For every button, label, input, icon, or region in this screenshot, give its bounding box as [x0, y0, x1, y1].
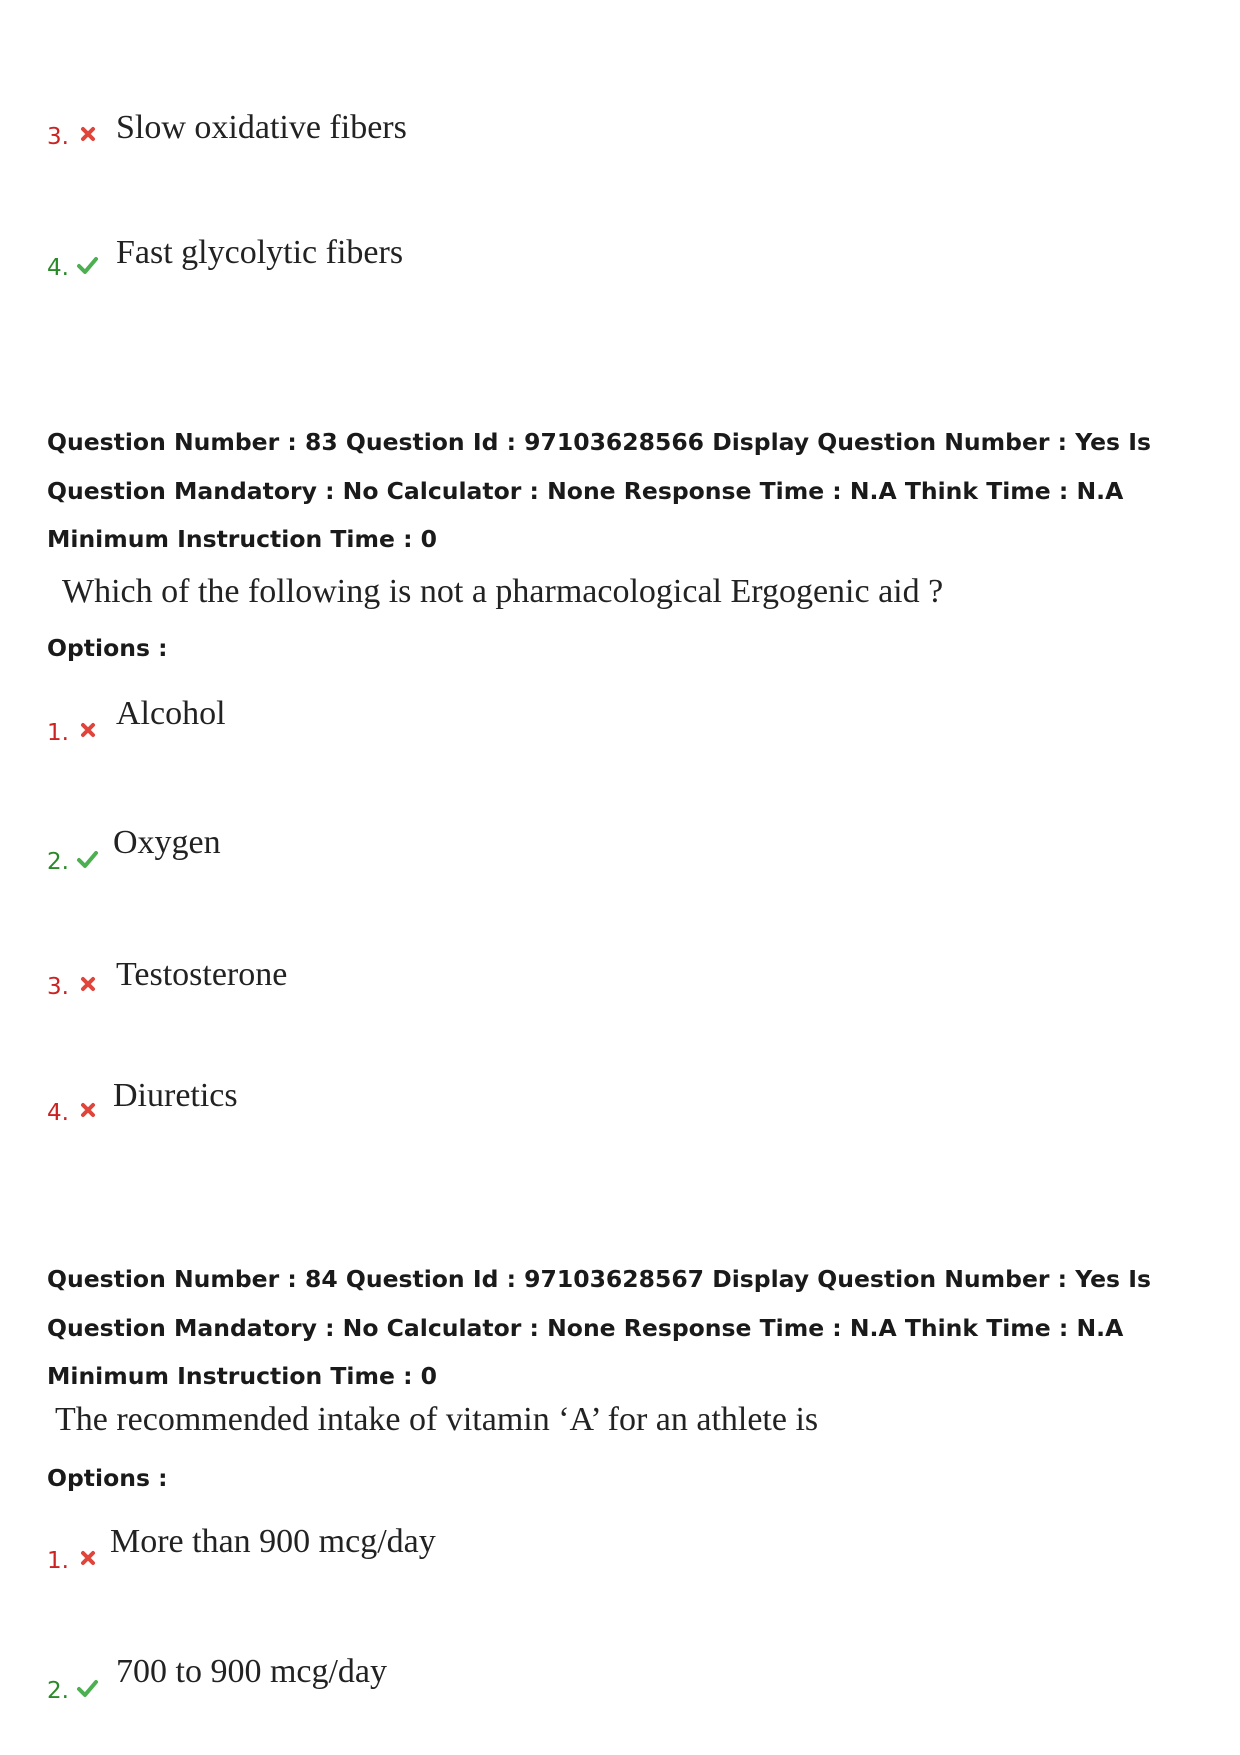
- question-text: Which of the following is not a pharmacological Ergogenic aid ?: [62, 573, 944, 610]
- question-meta: Question Number : 84 Question Id : 97103628567 Display Question Number : Yes Is Question Mandatory : No Calculator : None Response Time : N.A Think Time : N.A Minimum Instruction Time : 0: [47, 1265, 1151, 1390]
- cross-icon: [78, 1548, 98, 1568]
- option-number: 3.: [47, 124, 69, 150]
- check-icon: [75, 849, 99, 869]
- option-row: [0, 823, 1240, 883]
- cross-icon: [78, 720, 98, 740]
- option-number: 3.: [47, 974, 69, 1000]
- check-icon: [75, 255, 99, 275]
- option-text: Diuretics: [113, 1077, 238, 1114]
- option-number: 1.: [47, 1548, 69, 1574]
- option-row: [0, 1652, 1240, 1712]
- cross-icon: [78, 974, 98, 994]
- option-text: Alcohol: [116, 695, 226, 732]
- option-row: [0, 1076, 1240, 1136]
- options-label: Options :: [47, 634, 168, 662]
- option-text: Fast glycolytic fibers: [116, 234, 404, 271]
- option-row: [0, 233, 1240, 293]
- option-number: 4.: [47, 1100, 69, 1126]
- option-number: 1.: [47, 720, 69, 746]
- option-row: [0, 694, 1240, 754]
- option-row: [0, 955, 1240, 1015]
- option-text: Slow oxidative fibers: [116, 109, 407, 146]
- option-number: 4.: [47, 255, 69, 281]
- cross-icon: [78, 1100, 98, 1120]
- cross-icon: [78, 124, 98, 144]
- check-icon: [75, 1678, 99, 1698]
- option-text: Testosterone: [116, 956, 288, 993]
- option-text: More than 900 mcg/day: [110, 1523, 436, 1560]
- option-row: [0, 1522, 1240, 1582]
- option-row: [0, 108, 1240, 168]
- option-text: Oxygen: [113, 824, 221, 861]
- option-number: 2.: [47, 849, 69, 875]
- question-meta: Question Number : 83 Question Id : 97103628566 Display Question Number : Yes Is Question Mandatory : No Calculator : None Response Time : N.A Think Time : N.A Minimum Instruction Time : 0: [47, 428, 1151, 553]
- option-text: 700 to 900 mcg/day: [116, 1653, 388, 1690]
- option-number: 2.: [47, 1678, 69, 1704]
- options-label: Options :: [47, 1464, 168, 1492]
- question-text: The recommended intake of vitamin ‘A’ for an athlete is: [55, 1401, 819, 1438]
